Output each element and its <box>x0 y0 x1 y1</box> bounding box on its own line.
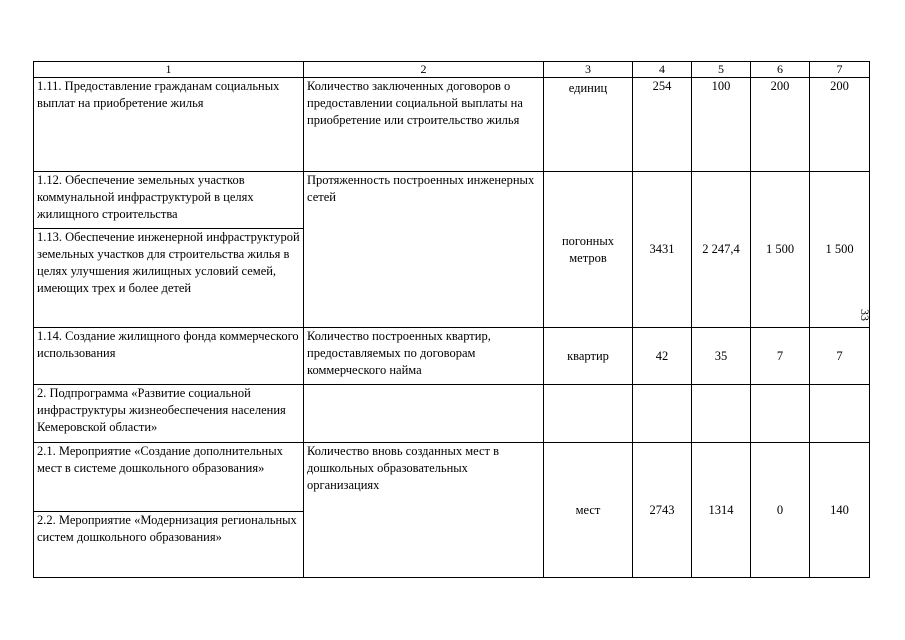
header-row <box>34 62 870 78</box>
table-row <box>34 385 870 443</box>
unit-cell: мест <box>544 443 633 578</box>
header-cell: 5 <box>692 62 751 78</box>
measure-name: 2.1. Мероприятие «Создание дополнительных мест в системе дошкольного образования» <box>34 443 304 512</box>
value-cell: 140 <box>810 443 870 578</box>
header-cell: 6 <box>751 62 810 78</box>
value-cell: 1314 <box>692 443 751 578</box>
header-cell: 1 <box>34 62 304 78</box>
subprogram-name: 2. Подпрограмма «Развитие социальной инфраструктуры жизнеобеспечения населения Кемеровской области» <box>34 385 304 443</box>
table-row <box>34 443 870 512</box>
value-cell: 7 <box>751 328 810 385</box>
table-row <box>34 172 870 229</box>
measure-name: 1.13. Обеспечение инженерной инфраструктурой земельных участков для строительства жилья в целях улучшения жилищных условий семей, имеющих трех и более детей <box>34 229 304 328</box>
value-cell: 35 <box>692 328 751 385</box>
table-row <box>34 328 870 385</box>
value-cell: 1 500 <box>751 172 810 328</box>
measure-name: 1.12. Обеспечение земельных участков коммунальной инфраструктурой в целях жилищного строительства <box>34 172 304 229</box>
header-cell: 7 <box>810 62 870 78</box>
indicators-table <box>33 61 870 578</box>
header-cell: 2 <box>304 62 544 78</box>
value-cell: 3431 <box>633 172 692 328</box>
value-cell: 100 <box>692 78 751 172</box>
table-row <box>34 78 870 172</box>
indicator-name: Количество заключенных договоров о предоставлении социальной выплаты на приобретение или строительство жилья <box>304 78 544 172</box>
indicator-name: Протяженность построенных инженерных сетей <box>304 172 544 328</box>
value-cell: 1 500 <box>810 172 870 328</box>
indicator-name: Количество вновь созданных мест в дошкольных образовательных организациях <box>304 443 544 578</box>
indicator-name: Количество построенных квартир, предоставляемых по договорам коммерческого найма <box>304 328 544 385</box>
header-cell: 3 <box>544 62 633 78</box>
value-cell: 254 <box>633 78 692 172</box>
page-number: 33 <box>858 309 872 321</box>
value-cell: 7 <box>810 328 870 385</box>
measure-name: 2.2. Мероприятие «Модернизация региональных систем дошкольного образования» <box>34 512 304 578</box>
value-cell: 2 247,4 <box>692 172 751 328</box>
value-cell: 2743 <box>633 443 692 578</box>
measure-name: 1.14. Создание жилищного фонда коммерческого использования <box>34 328 304 385</box>
measure-name: 1.11. Предоставление гражданам социальных выплат на приобретение жилья <box>34 78 304 172</box>
value-cell: 42 <box>633 328 692 385</box>
value-cell: 0 <box>751 443 810 578</box>
value-cell: 200 <box>751 78 810 172</box>
unit-cell: погонных метров <box>544 172 633 328</box>
unit-cell: квартир <box>544 328 633 385</box>
unit-cell: единиц <box>544 78 633 172</box>
header-cell: 4 <box>633 62 692 78</box>
value-cell: 200 <box>810 78 870 172</box>
